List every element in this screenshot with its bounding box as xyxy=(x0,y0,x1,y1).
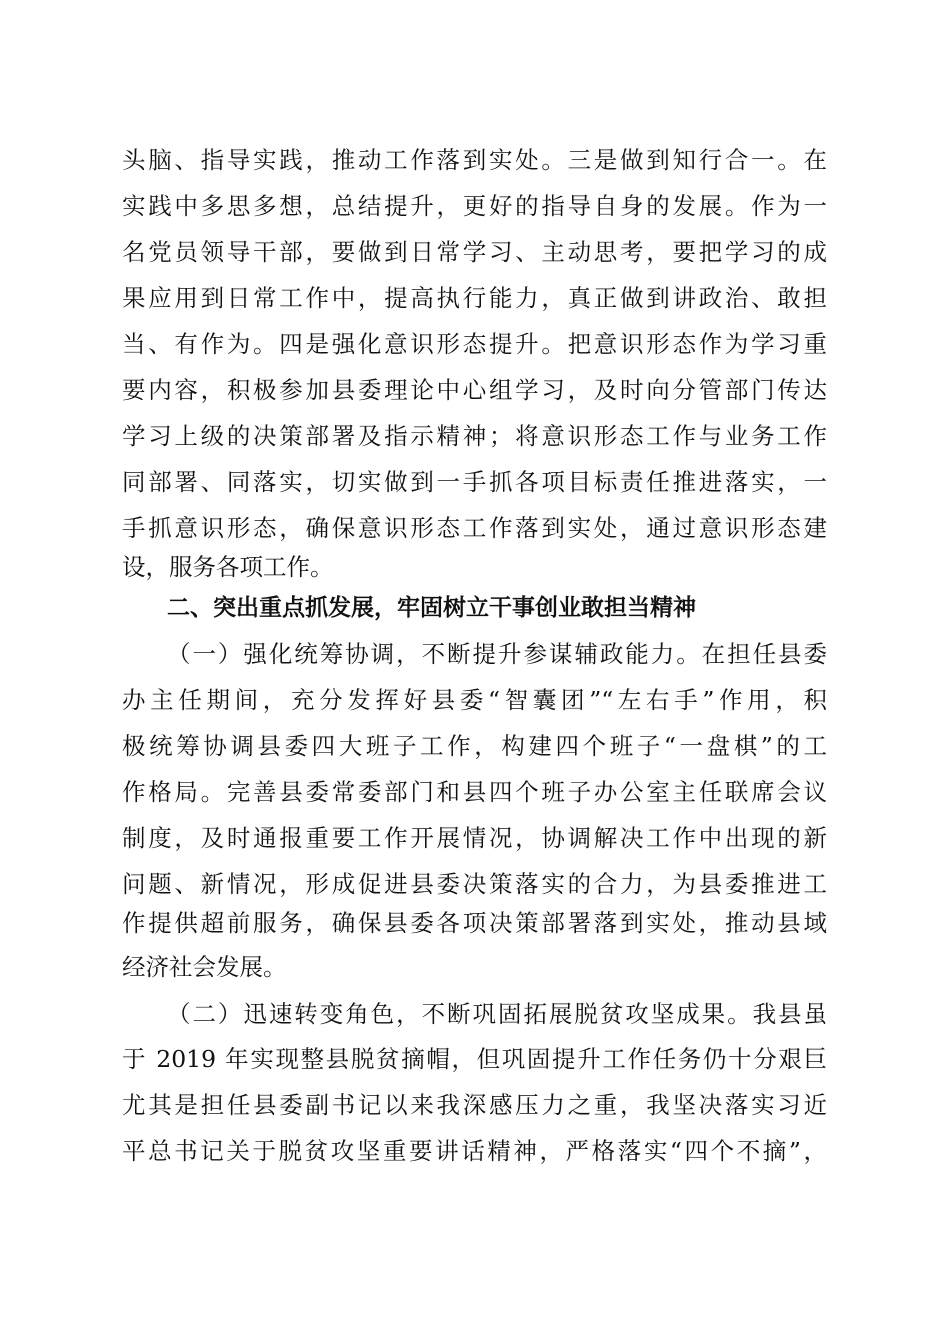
body-text-line: 实践中多思多想，总结提升，更好的指导自身的发展。作为一 xyxy=(122,192,827,220)
body-text-line: 名党员领导干部，要做到日常学习、主动思考，要把学习的成 xyxy=(122,238,827,266)
body-text-line: 问题、新情况，形成促进县委决策落实的合力，为县委推进工 xyxy=(122,870,827,898)
body-text-line: 于 2019 年实现整县脱贫摘帽，但巩固提升工作任务仍十分艰巨 xyxy=(122,1045,827,1073)
body-text-line: 果应用到日常工作中，提高执行能力，真正做到讲政治、敢担 xyxy=(122,284,827,312)
subsection-heading-line: （二）迅速转变角色，不断巩固拓展脱贫攻坚成果。我县虽 xyxy=(167,1000,827,1028)
body-text-line: 学习上级的决策部署及指示精神；将意识形态工作与业务工作 xyxy=(122,422,827,450)
body-text-line: 要内容，积极参加县委理论中心组学习，及时向分管部门传达 xyxy=(122,376,827,404)
body-text-line: 手抓意识形态，确保意识形态工作落到实处，通过意识形态建 xyxy=(122,514,827,542)
section-heading: 二、突出重点抓发展，牢固树立干事创业敢担当精神 xyxy=(167,595,696,621)
body-text-line: 极统筹协调县委四大班子工作，构建四个班子“一盘棋”的工 xyxy=(122,732,827,760)
body-text-line: 同部署、同落实，切实做到一手抓各项目标责任推进落实，一 xyxy=(122,468,827,496)
body-text-line: 制度，及时通报重要工作开展情况，协调解决工作中出现的新 xyxy=(122,824,827,852)
body-text-line: 作格局。完善县委常委部门和县四个班子办公室主任联席会议 xyxy=(122,778,827,806)
body-text-line: 头脑、指导实践，推动工作落到实处。三是做到知行合一。在 xyxy=(122,146,827,174)
subsection-heading-line: （一）强化统筹协调，不断提升参谋辅政能力。在担任县委 xyxy=(167,640,827,668)
body-text-line: 作提供超前服务，确保县委各项决策部署落到实处，推动县域 xyxy=(122,909,827,937)
body-text-line: 尤其是担任县委副书记以来我深感压力之重，我坚决落实习近 xyxy=(122,1091,827,1119)
body-text-line: 办主任期间，充分发挥好县委“智囊团”“左右手”作用，积 xyxy=(122,686,827,714)
body-text-line: 经济社会发展。 xyxy=(122,953,287,981)
body-text-line: 设，服务各项工作。 xyxy=(122,553,334,581)
body-text-line: 平总书记关于脱贫攻坚重要讲话精神，严格落实“四个不摘”， xyxy=(122,1137,827,1165)
body-text-line: 当、有作为。四是强化意识形态提升。把意识形态作为学习重 xyxy=(122,330,827,358)
